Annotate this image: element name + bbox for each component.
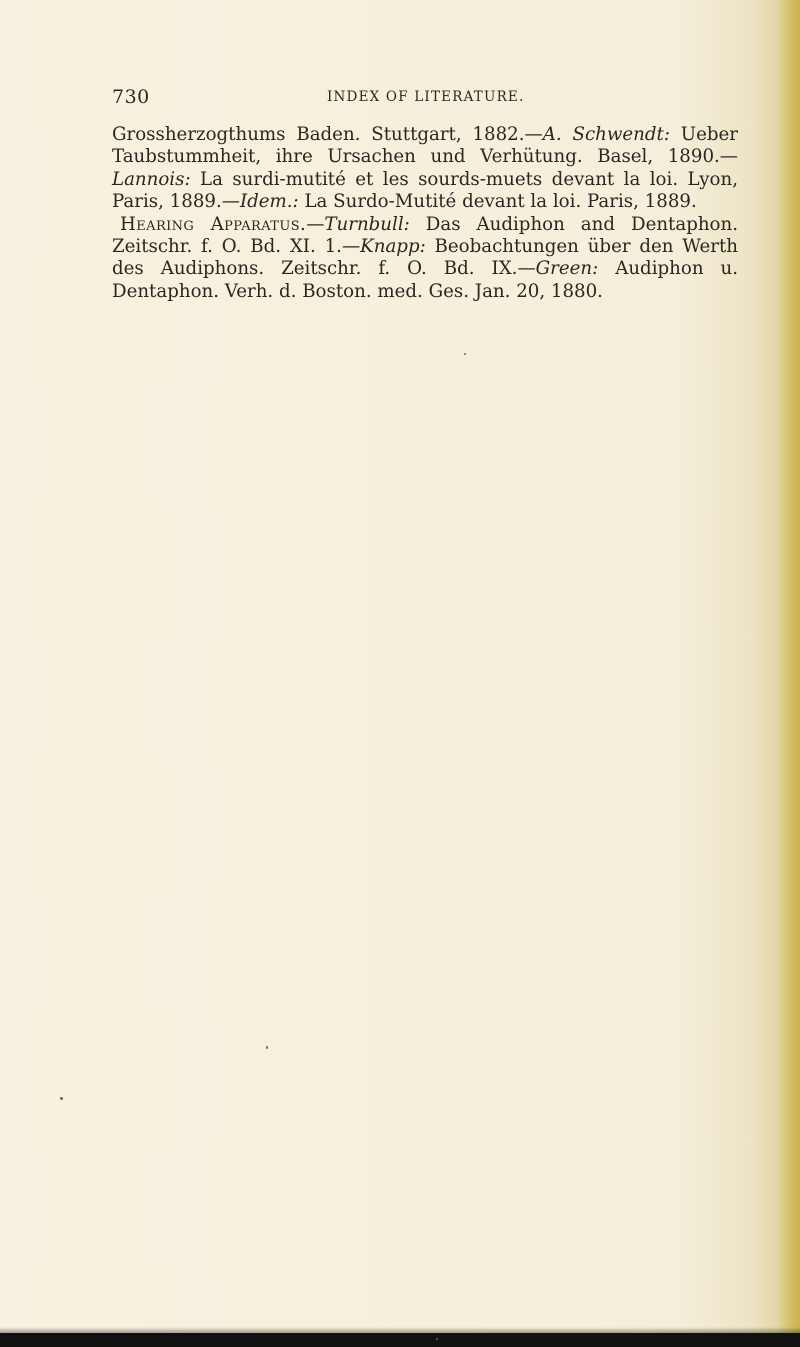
author-name: Lannois:	[112, 168, 191, 190]
page-number: 730	[112, 86, 150, 108]
speck	[60, 1097, 63, 1100]
author-name: Green:	[535, 258, 599, 280]
text-segment: La surdi-mutité et les sourds-muets devant la loi. Lyon, Paris, 1889.—	[112, 168, 738, 213]
author-name: A. Schwendt:	[542, 124, 670, 145]
text-segment: Ueber Taubstummheit, ihre Ursachen und Verhütung. Basel, 1890.—	[112, 124, 738, 168]
author-name: Knapp:	[360, 236, 426, 258]
paragraph-1	[112, 124, 738, 214]
paragraph-2	[112, 214, 738, 304]
speck	[436, 1338, 438, 1340]
running-head: INDEX OF LITERATURE.	[327, 89, 525, 105]
text-segment: Audiphon u. Dentaphon. Verh. d. Boston. med. Ges. Jan. 20, 1880.	[112, 258, 739, 302]
text-segment: Grossherzogthums Baden. Stuttgart, 1882.—	[112, 124, 543, 145]
bottom-edge-bar	[0, 1333, 800, 1347]
text-segment: Beobachtungen über den Werth des Audiphons. Zeitschr. f. O. Bd. IX.—	[112, 236, 739, 280]
text-segment: Das Audiphon and Dentaphon. Zeitschr. f. O. Bd. XI. 1.—	[112, 213, 739, 258]
section-heading: Hearing Apparatus.	[120, 213, 307, 235]
page-header	[112, 86, 752, 110]
author-name: Idem.:	[239, 191, 299, 213]
page-edge-shadow	[778, 0, 800, 1347]
body-text	[112, 124, 738, 303]
text-segment: La Surdo-Mutité devant la loi. Paris, 1889.	[298, 191, 697, 213]
speck	[266, 1046, 268, 1049]
author-name: Turnbull:	[324, 213, 410, 235]
speck	[464, 353, 466, 355]
text-segment: —	[306, 213, 325, 235]
